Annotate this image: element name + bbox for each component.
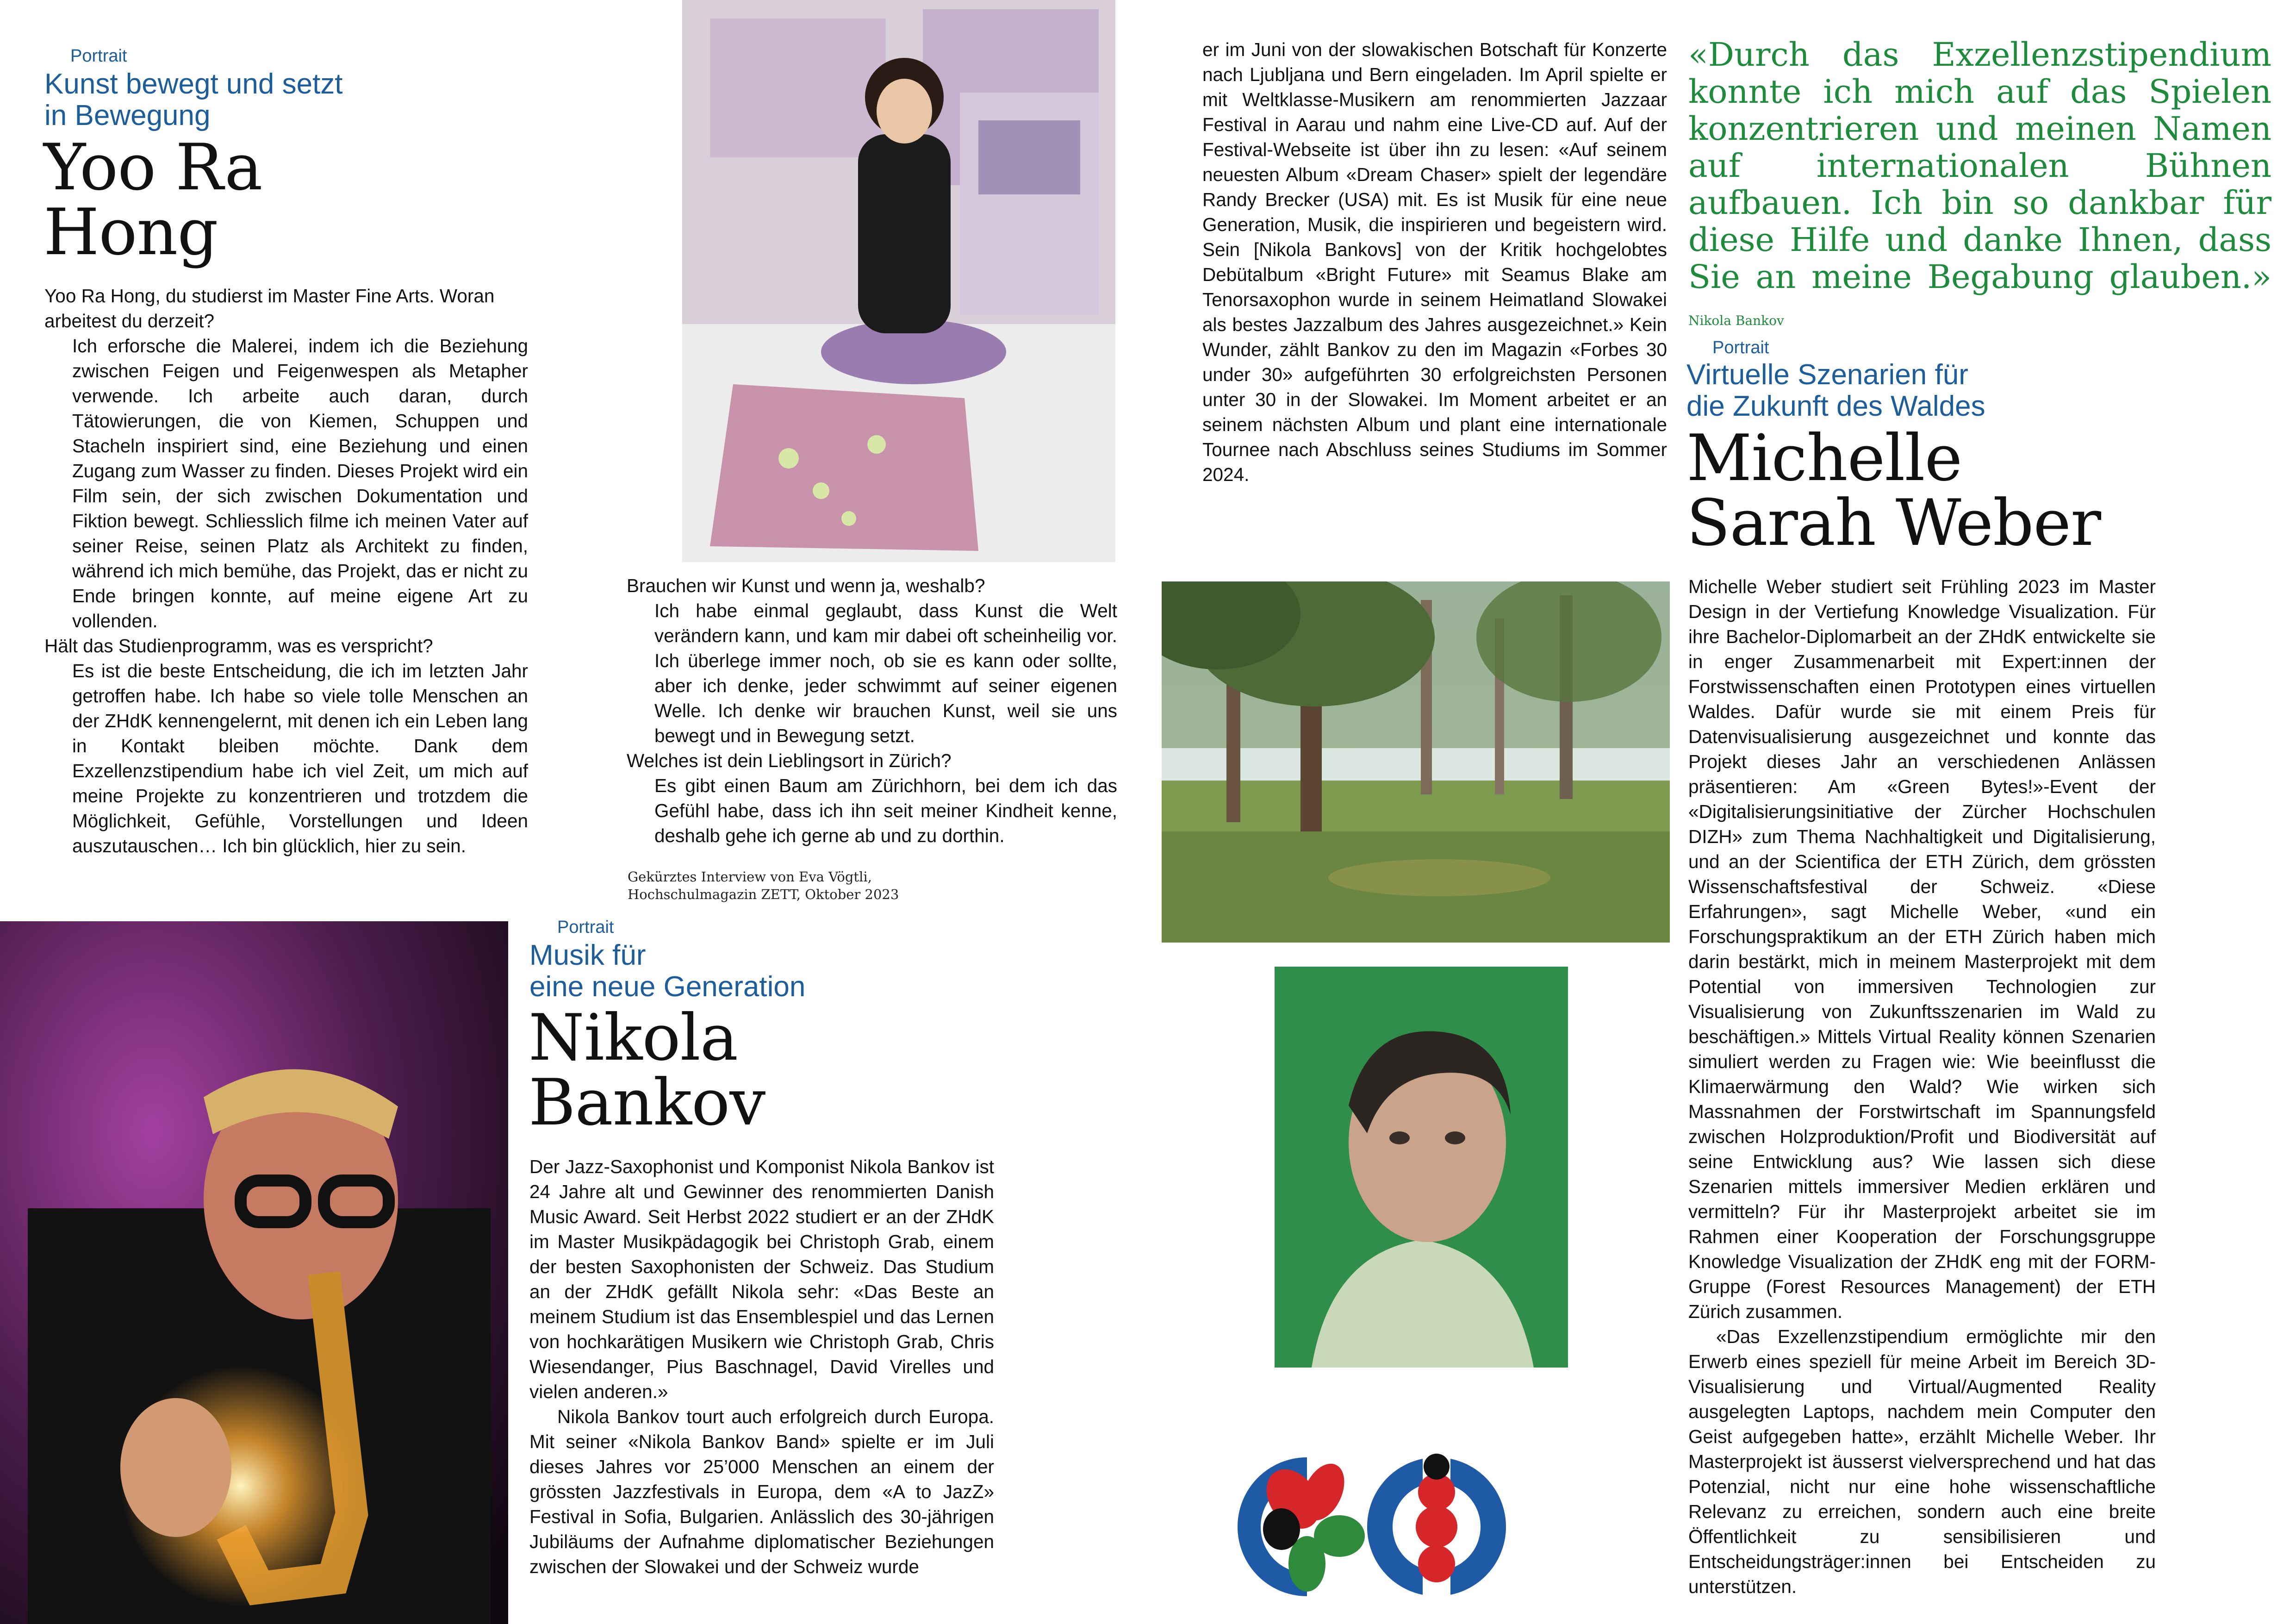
nikola-text-col1 bbox=[529, 1154, 994, 1579]
quote-author: Nikola Bankov bbox=[1688, 313, 1784, 328]
yoo-question-1: Yoo Ra Hong, du studierst im Master Fine Arts. Woran arbeitest du derzeit? bbox=[44, 285, 495, 331]
michelle-name bbox=[1686, 421, 2101, 560]
yoo-subtitle bbox=[44, 69, 343, 131]
nikola-text-col2 bbox=[1202, 37, 1667, 487]
nikola-quote bbox=[1688, 36, 2271, 339]
nikola-paragraph-1: Der Jazz-Saxophonist und Komponist Nikola Bankov ist 24 Jahre alt und Gewinner des renommierten Danish Music Award. Seit Herbst 2022 studiert er an der ZHdK im Master Musikpädagogik bei Christoph Grab, einem der besten Saxophonisten der Schweiz. Das Studium an der ZHdK gefällt Nikola sehr: «Das Beste an meinem Studium ist das Ensemblespiel und das Lernen von hochkarätigen Musikern wie Christoph Grab, Chris Wiesendanger, Pius Baschnagel, David Virelles und vielen anderen.» bbox=[529, 1156, 994, 1402]
yoo-credit-line2: Hochschulmagazin ZETT, Oktober 2023 bbox=[628, 887, 899, 902]
michelle-subtitle-line1: Virtuelle Szenarien für bbox=[1686, 359, 1968, 391]
yoo-kicker: Portrait bbox=[70, 46, 127, 66]
nikola-kicker: Portrait bbox=[557, 918, 614, 937]
yoo-answer-1: Ich erforsche die Malerei, indem ich die Beziehung zwischen Feigen und Feigenwespen als Metapher verwende. Ich arbeite auch daran, durch Tätowierungen, die von Kiemen, Schuppen und Stacheln inspiriert sind, eine Beziehung und einen Zugang zum Wasser zu finden. Dieses Projekt wird ein Film sein, der sich zwischen Dokumentation und Fiktion bewegt. Schliesslich filme ich meinen Vater auf seiner Reise, seinen Platz als Architekt zu finden, während ich mich bemühe, das Projekt, das er nicht zu Ende bringen konnte, auf meine eigene Art zu vollenden. bbox=[72, 335, 528, 631]
yoo-interview-col2 bbox=[627, 573, 1117, 848]
yoo-subtitle-line1: Kunst bewegt und setzt bbox=[44, 68, 343, 100]
zhdk-scholarship-logo bbox=[1238, 1448, 1509, 1605]
yoo-name-line1: Yoo Ra bbox=[44, 130, 262, 205]
michelle-name-line1: Michelle bbox=[1686, 421, 1962, 495]
yoo-question-4: Welches ist dein Lieblingsort in Zürich? bbox=[627, 750, 952, 771]
yoo-name-line2: Hong bbox=[44, 195, 218, 269]
nikola-paragraph-2: Nikola Bankov tourt auch erfolgreich durch Europa. Mit seiner «Nikola Bankov Band» spielte er im Juli dieses Jahres vor 25’000 Menschen an einem der grössten Jazzfestivals in Europa, dem «A to JazZ» Festival in Sofia, Bulgarien. Anlässlich des 30-jährigen Jubiläums der Aufnahme diplomatischer Beziehungen zwischen der Slowakei und der Schweiz wurde bbox=[529, 1406, 994, 1577]
nikola-photo bbox=[0, 921, 508, 1624]
quote-text: «Durch das Exzellenzstipendium konnte ich mich auf das Spielen konzentrieren und meinen Namen auf internationalen Bühnen aufbauen. Ich bin so dankbar für diese Hilfe und danke Ihnen, dass Sie an meine Begabung glauben.» bbox=[1688, 36, 2271, 296]
michelle-kicker: Portrait bbox=[1712, 338, 1769, 357]
nikola-paragraph-3: er im Juni von der slowakischen Botschaft für Konzerte nach Ljubljana und Bern eingeladen. Im April spielte er mit Weltklasse-Musikern am renommierten Jazzaar Festival in Aarau und nahm eine Live-CD auf. Auf der Festival-Webseite ist über ihn zu lesen: «Auf seinem neuesten Album «Dream Chaser» spielt der legendäre Randy Brecker (USA) mit. Es ist Musik für eine neue Generation, Musik, die inspirieren und begeistern wird. Sein [Nikola Bankovs] von der Kritik hochgelobtes Debütalbum «Bright Future» mit Seamus Blake am Tenorsaxophon wurde in seinem Heimatland Slowakei als bestes Jazzalbum des Jahres ausgezeichnet.» Kein Wunder, zählt Bankov zu den im Magazin «Forbes 30 under 30» aufgeführten 30 erfolgreichsten Personen unter 30 in der Slowakei. Im Moment arbeitet er an seinem nächsten Album und plant eine internationale Tournee nach Abschluss seines Studiums im Sommer 2024. bbox=[1202, 39, 1667, 485]
forest-render-image bbox=[1162, 581, 1670, 943]
michelle-text bbox=[1688, 574, 2156, 1599]
yoo-answer-4: Es gibt einen Baum am Zürichhorn, bei dem ich das Gefühl habe, dass ich ihn seit meiner Kindheit kenne, deshalb gehe ich gerne ab und zu dorthin. bbox=[654, 775, 1117, 846]
yoo-name bbox=[44, 130, 262, 269]
michelle-subtitle bbox=[1686, 359, 1985, 422]
michelle-paragraph-2: «Das Exzellenzstipendium ermöglichte mir den Erwerb eines speziell für meine Arbeit im Bereich 3D-Visualisierung und Virtual/Augmented Reality ausgelegten Laptops, nachdem mein Computer den Geist aufgegeben hatte», erzählt Michelle Weber. Ihr Masterprojekt ist äusserst vielversprechend und hat das Potenzial, nicht nur eine hohe wissenschaftliche Relevanz zu erreichen, sondern auch eine breite Öffentlichkeit zu sensibilisieren und Entscheidungsträger:innen bei Entscheiden zu unterstützen. bbox=[1688, 1326, 2156, 1597]
nikola-name-line1: Nikola bbox=[529, 1000, 738, 1075]
yoo-interview-col1 bbox=[44, 283, 528, 858]
nikola-name-line2: Bankov bbox=[529, 1065, 765, 1140]
michelle-photo bbox=[1275, 967, 1568, 1368]
nikola-name bbox=[529, 1000, 765, 1140]
michelle-subtitle-line2: die Zukunft des Waldes bbox=[1686, 390, 1985, 422]
nikola-subtitle-line2: eine neue Generation bbox=[529, 971, 806, 1003]
nikola-subtitle bbox=[529, 940, 805, 1003]
michelle-name-line2: Sarah Weber bbox=[1686, 486, 2101, 560]
yoo-credit bbox=[628, 868, 899, 903]
michelle-paragraph-1: Michelle Weber studiert seit Frühling 2023 im Master Design in der Vertiefung Knowledge Visualization. Für ihre Bachelor-Diplomarbeit an der ZHdK entwickelte sie in enger Zusammenarbeit mit Expert:innen der Forstwissenschaften einen Prototypen eines virtuellen Waldes. Dafür wurde sie mit einem Preis für Datenvisualisierung ausgezeichnet und konnte das Projekt dieses Jahr an verschiedenen Anlässen präsentieren: Am «Green Bytes!»-Event der «Digitalisierungsinitiative der Zürcher Hochschulen DIZH» zum Thema Nachhaltigkeit und Digitalisierung, und an der Scientifica der ETH Zürich, dem grössten Wissenschaftsfestival der Schweiz. «Diese Erfahrungen», sagt Michelle Weber, «und ein Forschungspraktikum an der ETH Zürich haben mich darin bestärkt, mich in meinem Masterprojekt mit dem Potential von immersiven Technologien zur Visualisierung von Zukunftsszenarien im Wald zu beschäftigen.» Mittels Virtual Reality können Szenarien simuliert werden zu Fragen wie: Wie beeinflusst die Klimaerwärmung den Wald? Wie wirken sich Massnahmen der Forstwirtschaft im Spannungsfeld zwischen Holzproduktion/Profit und Biodiversität auf seine Entwicklung aus? Wie lassen sich diese Szenarien mittels immersiver Medien erklären und vermitteln? Für ihr Masterprojekt arbeitet sie im Rahmen einer Kooperation der Forschungsgruppe Knowledge Visualization der ZHdK eng mit der FORM-Gruppe (Forest Resources Management) der ETH Zürich zusammen. bbox=[1688, 576, 2156, 1322]
yoo-answer-3: Ich habe einmal geglaubt, dass Kunst die Welt verändern kann, und kam mir dabei oft scheinheilig vor. Ich überlege immer noch, ob sie es kann oder sollte, aber ich denke, jeder schwimmt auf seiner eigenen Welle. Ich denke wir brauchen Kunst, weil sie uns bewegt und in Bewegung setzt. bbox=[654, 600, 1117, 746]
yoo-question-2: Hält das Studienprogramm, was es verspricht? bbox=[44, 635, 433, 656]
yoo-question-3: Brauchen wir Kunst und wenn ja, weshalb? bbox=[627, 575, 985, 596]
yoo-photo bbox=[682, 0, 1115, 562]
nikola-subtitle-line1: Musik für bbox=[529, 939, 646, 971]
yoo-subtitle-line2: in Bewegung bbox=[44, 100, 211, 131]
yoo-credit-line1: Gekürztes Interview von Eva Vögtli, bbox=[628, 869, 872, 885]
yoo-answer-2: Es ist die beste Entscheidung, die ich im letzten Jahr getroffen habe. Ich habe so viele tolle Menschen an der ZHdK kennengelernt, mit denen ich ein Leben lang in Kontakt bleiben möchte. Dank dem Exzellenzstipendium habe ich viel Zeit, um mich auf meine Projekte zu konzentrieren und trotzdem die Möglichkeit, Gefühle, Vorstellungen und Ideen auszutauschen… Ich bin glücklich, hier zu sein. bbox=[72, 660, 528, 856]
